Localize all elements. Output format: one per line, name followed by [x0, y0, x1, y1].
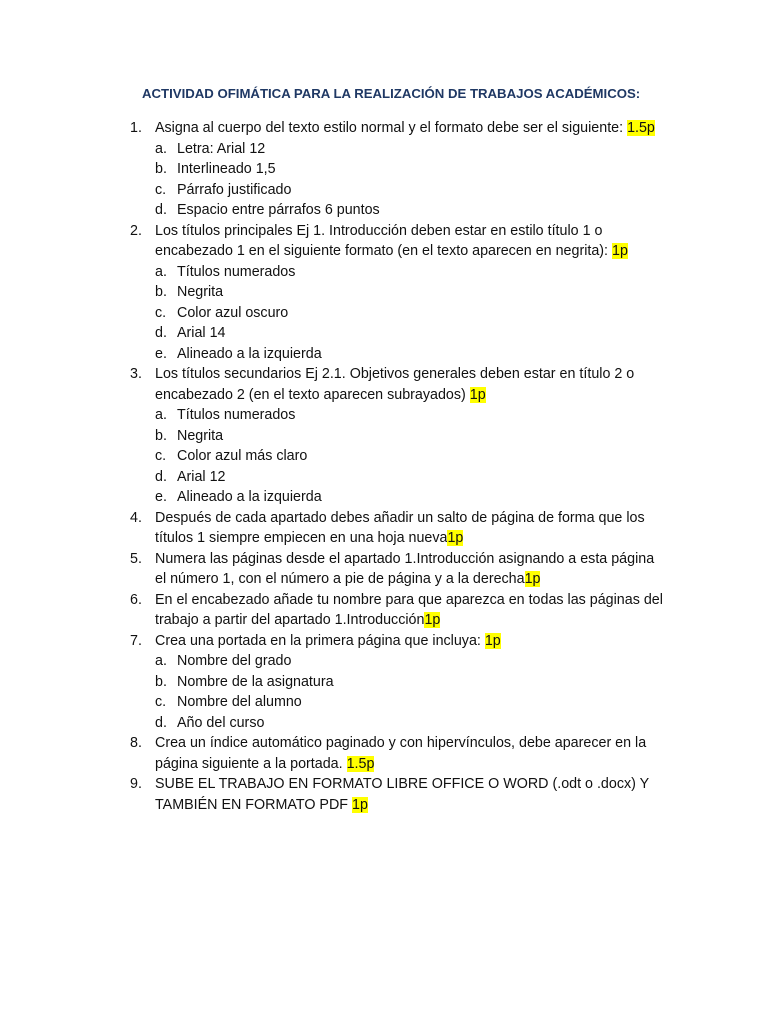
item-text — [155, 776, 649, 813]
sub-item-text: Párrafo justificado — [177, 181, 292, 198]
item-text — [155, 735, 646, 772]
list-item — [130, 221, 670, 262]
sub-item-letter: d. — [155, 202, 167, 218]
sub-item-letter: b. — [155, 284, 167, 300]
list-item — [130, 118, 670, 139]
sub-item — [130, 672, 670, 693]
sub-item-letter: b. — [155, 161, 167, 177]
sub-item-letter: c. — [155, 694, 167, 710]
sub-item-text: Alineado a la izquierda — [177, 345, 322, 362]
points-badge: 1p — [424, 612, 441, 628]
item-number: 6. — [130, 591, 142, 608]
item-number: 5. — [130, 550, 142, 567]
sub-item-letter: d. — [155, 468, 167, 485]
item-number: 3. — [130, 366, 142, 382]
points-badge: 1p — [524, 571, 541, 587]
sub-item-letter: e. — [155, 345, 167, 362]
item-text-line: encabezado 2 (en el texto aparecen subrayados) — [155, 386, 470, 403]
sub-item-letter: b. — [155, 427, 167, 444]
sub-item — [130, 344, 670, 365]
sub-item — [130, 713, 670, 734]
item-text — [155, 223, 628, 260]
item-text — [155, 366, 634, 403]
sub-item-text: Año del curso — [177, 714, 265, 731]
item-text-line: el número 1, con el número a pie de página y a la derecha — [155, 571, 525, 587]
points-badge: 1p — [469, 386, 486, 403]
item-number: 1. — [130, 120, 142, 136]
sub-item-letter: a. — [155, 263, 167, 280]
sub-item — [130, 159, 670, 180]
item-text-line: SUBE EL TRABAJO EN FORMATO LIBRE OFFICE O WORD (.odt o .docx) Y — [155, 776, 650, 792]
sub-item-text: Títulos numerados — [177, 263, 296, 280]
item-text-line: página siguiente a la portada. — [155, 755, 347, 772]
points-badge: 1p — [352, 796, 368, 813]
sub-item-letter: e. — [155, 489, 167, 505]
sub-item-letter: d. — [155, 325, 167, 341]
list-item — [130, 549, 670, 590]
points-badge: 1p — [447, 530, 464, 546]
document-title: ACTIVIDAD OFIMÁTICA PARA LA REALIZACIÓN DE TRABAJOS ACADÉMICOS: — [142, 86, 641, 101]
sub-item — [130, 139, 670, 160]
sub-item-letter: d. — [155, 714, 167, 731]
item-text-line: Asigna al cuerpo del texto estilo normal y el formato debe ser el siguiente: — [155, 120, 628, 136]
item-text-line: Después de cada apartado debes añadir un salto de página de forma que los — [155, 509, 645, 526]
item-text-line: Crea una portada en la primera página que incluya: — [155, 632, 485, 649]
list-item — [130, 774, 670, 815]
sub-item-text: Arial 14 — [177, 325, 226, 341]
sub-item — [130, 323, 670, 344]
sub-item-text: Negrita — [177, 284, 224, 300]
list-item — [130, 590, 670, 631]
sub-item-letter: a. — [155, 140, 167, 157]
sub-item — [130, 303, 670, 324]
sub-item-letter: c. — [155, 448, 167, 464]
sub-item-letter: a. — [155, 653, 167, 669]
points-badge: 1.5p — [627, 120, 655, 136]
sub-item-letter: c. — [155, 181, 167, 198]
item-text-line: trabajo a partir del apartado 1.Introducción — [155, 612, 425, 628]
sub-item-text: Letra: Arial 12 — [177, 140, 266, 157]
sub-item-text: Nombre de la asignatura — [177, 673, 334, 690]
points-badge: 1.5p — [346, 755, 375, 772]
sub-item — [130, 651, 670, 672]
sub-item — [130, 262, 670, 283]
item-text-line: Los títulos secundarios Ej 2.1. Objetivos generales deben estar en título 2 o — [155, 366, 635, 382]
list-item — [130, 631, 670, 652]
item-number: 7. — [130, 632, 142, 649]
sub-item — [130, 446, 670, 467]
sub-item-text: Nombre del grado — [177, 653, 292, 669]
sub-item — [130, 692, 670, 713]
item-text — [155, 551, 654, 588]
item-text-line: Numera las páginas desde el apartado 1.Introducción asignando a esta página — [155, 550, 655, 567]
sub-item-text: Nombre del alumno — [177, 694, 302, 710]
item-text — [155, 510, 645, 547]
list-item — [130, 508, 670, 549]
item-text-line: Los títulos principales Ej 1. Introducción deben estar en estilo título 1 o — [155, 222, 603, 239]
points-badge: 1p — [612, 243, 628, 259]
list-item — [130, 733, 670, 774]
item-number: 9. — [130, 776, 142, 792]
item-text-line: En el encabezado añade tu nombre para que aparezca en todas las páginas del — [155, 591, 663, 608]
item-text-line: títulos 1 siempre empiecen en una hoja nueva — [155, 530, 448, 546]
sub-item-letter: c. — [155, 304, 167, 321]
sub-item — [130, 200, 670, 221]
item-text-line: encabezado 1 en el siguiente formato (en el texto aparecen en negrita): — [155, 243, 613, 259]
sub-item-text: Interlineado 1,5 — [177, 161, 276, 177]
sub-item — [130, 180, 670, 201]
sub-item — [130, 487, 670, 508]
item-text-line: Crea un índice automático paginado y con hipervínculos, debe aparecer en la — [155, 735, 647, 751]
item-number: 8. — [130, 735, 142, 751]
sub-item-letter: b. — [155, 673, 167, 690]
item-number: 4. — [130, 509, 142, 526]
sub-item — [130, 405, 670, 426]
sub-item-text: Negrita — [177, 427, 224, 444]
sub-item — [130, 282, 670, 303]
sub-item-text: Espacio entre párrafos 6 puntos — [177, 202, 380, 218]
item-text — [155, 120, 655, 136]
item-number: 2. — [130, 222, 142, 239]
sub-item-text: Color azul oscuro — [177, 304, 289, 321]
sub-item — [130, 426, 670, 447]
sub-item — [130, 467, 670, 488]
sub-item-text: Color azul más claro — [177, 448, 308, 464]
list-item — [130, 364, 670, 405]
instruction-list — [130, 118, 670, 815]
item-text — [155, 633, 501, 649]
item-text-line: TAMBIÉN EN FORMATO PDF — [155, 796, 352, 813]
sub-item-letter: a. — [155, 407, 167, 423]
sub-item-text: Títulos numerados — [177, 407, 296, 423]
item-text — [155, 592, 663, 629]
sub-item-text: Arial 12 — [177, 468, 226, 485]
sub-item-text: Alineado a la izquierda — [177, 489, 322, 505]
points-badge: 1p — [484, 632, 501, 649]
